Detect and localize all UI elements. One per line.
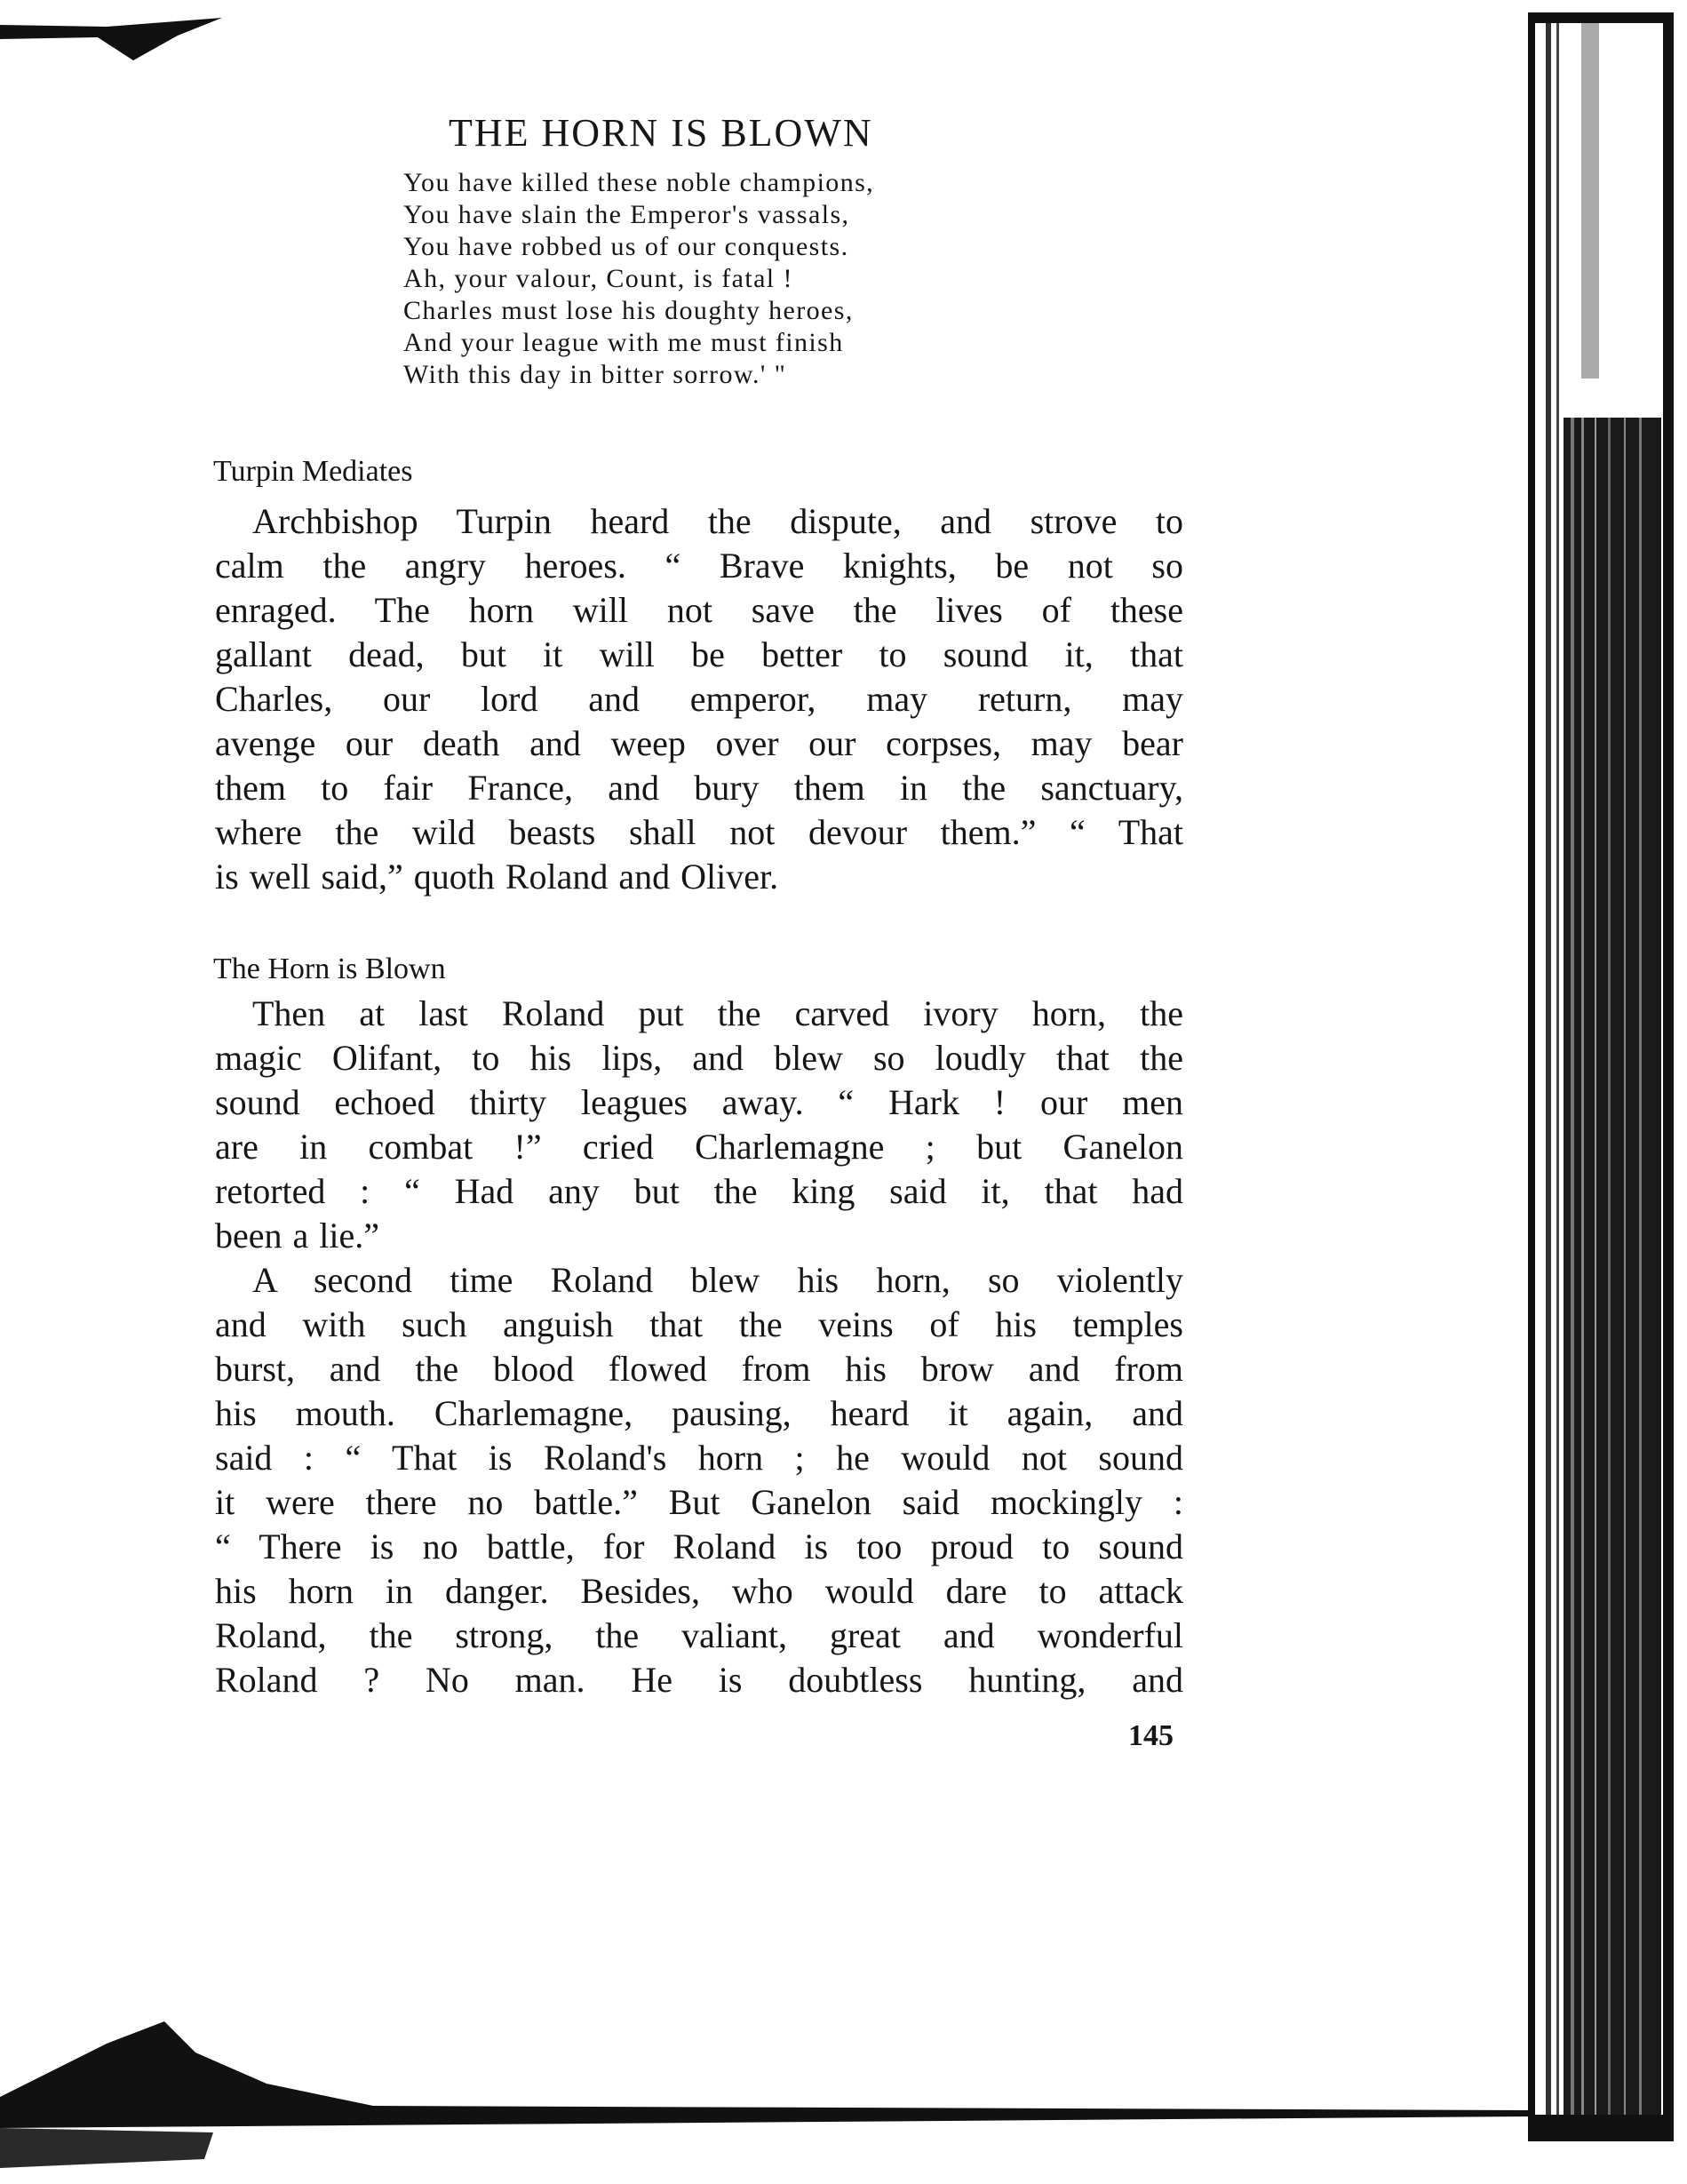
text-line: retorted : “ Had any but the king said it, that had — [215, 1171, 1183, 1211]
paragraph-horn-first — [215, 992, 1183, 1258]
text-line: A second time Roland blew his horn, so violently — [252, 1260, 1183, 1300]
text-line: Charles, our lord and emperor, may return, may — [215, 679, 1183, 719]
poem-line: With this day in bitter sorrow.' " — [403, 360, 787, 389]
text-line: is well said,” quoth Roland and Oliver. — [215, 857, 779, 897]
bottom-left-corner-mark — [0, 2021, 1528, 2168]
text-line: said : “ That is Roland's horn ; he would not sound — [215, 1438, 1183, 1478]
text-line: and with such anguish that the veins of his temples — [215, 1304, 1183, 1344]
poem-line: Charles must lose his doughty heroes, — [403, 296, 854, 325]
text-line: burst, and the blood flowed from his brow and from — [215, 1349, 1183, 1389]
text-line: gallant dead, but it will be better to sound it, that — [215, 634, 1183, 674]
poem-line: You have killed these noble champions, — [403, 168, 875, 197]
text-line: Roland ? No man. He is doubtless hunting, and — [215, 1660, 1183, 1700]
text-line: Archbishop Turpin heard the dispute, and strove to — [252, 501, 1183, 541]
text-line: are in combat !” cried Charlemagne ; but Ganelon — [215, 1127, 1183, 1167]
top-left-corner-mark — [0, 18, 222, 60]
text-line: his horn in danger. Besides, who would dare to attack — [215, 1571, 1183, 1611]
paragraph-horn-second — [215, 1258, 1183, 1702]
text-line: calm the angry heroes. “ Brave knights, be not so — [215, 546, 1183, 586]
poem-line: You have slain the Emperor's vassals, — [403, 200, 850, 229]
text-line: sound echoed thirty leagues away. “ Hark ! our men — [215, 1082, 1183, 1122]
section-heading-turpin-mediates: Turpin Mediates — [213, 455, 413, 488]
paragraph-turpin — [215, 499, 1183, 899]
text-line: been a lie.” — [215, 1216, 379, 1255]
poem-line: And your league with me must finish — [403, 328, 844, 357]
text-line: them to fair France, and bury them in the sanctuary, — [215, 768, 1183, 808]
text-line: enraged. The horn will not save the lives of these — [215, 590, 1183, 630]
section-heading-horn-is-blown: The Horn is Blown — [213, 953, 446, 985]
text-line: avenge our death and weep over our corpses, may bear — [215, 723, 1183, 763]
poem-excerpt — [403, 167, 1007, 391]
text-line: magic Olifant, to his lips, and blew so loudly that the — [215, 1038, 1183, 1078]
page-number: 145 — [1128, 1719, 1174, 1752]
text-line: Roland, the strong, the valiant, great and wonderful — [215, 1615, 1183, 1655]
text-line: his mouth. Charlemagne, pausing, heard it again, and — [215, 1393, 1183, 1433]
text-line: it were there no battle.” But Ganelon said mockingly : — [215, 1482, 1183, 1522]
text-line: where the wild beasts shall not devour them.” “ That — [215, 812, 1183, 852]
poem-line: Ah, your valour, Count, is fatal ! — [403, 264, 793, 293]
text-line: Then at last Roland put the carved ivory horn, the — [252, 993, 1183, 1033]
book-edge-page-stack — [1528, 12, 1674, 2141]
text-line: “ There is no battle, for Roland is too proud to sound — [215, 1526, 1183, 1566]
poem-line: You have robbed us of our conquests. — [403, 232, 849, 261]
running-head: THE HORN IS BLOWN — [449, 111, 873, 155]
